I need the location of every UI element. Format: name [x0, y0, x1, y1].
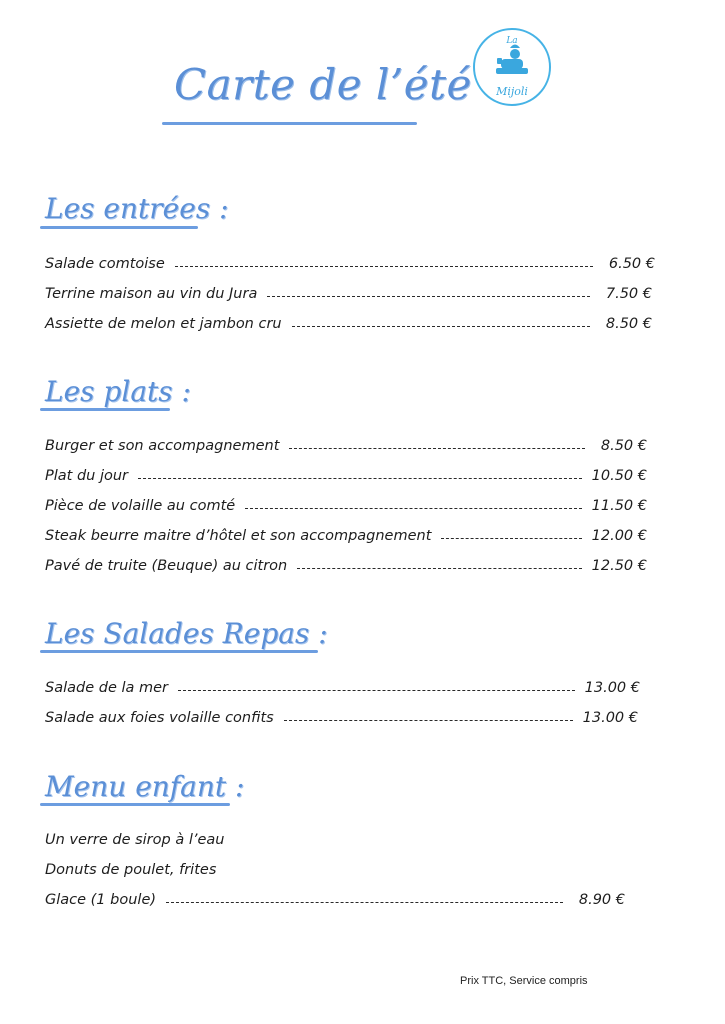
item-label: Assiette de melon et jambon cru [45, 316, 282, 332]
section-underline-enfant [40, 803, 230, 806]
item-label: Glace (1 boule) [45, 892, 157, 908]
leader-dots [441, 538, 581, 539]
section-title-entrees: Les entrées : [45, 192, 229, 225]
item-label: Salade de la mer [45, 680, 169, 696]
item-label: Donuts de poulet, frites [45, 862, 217, 878]
leader-dots [292, 326, 590, 327]
leader-dots [289, 448, 585, 449]
menu-item [45, 553, 647, 579]
section-underline-plats [40, 408, 170, 411]
menu-item [45, 311, 652, 337]
item-label: Un verre de sirop à l’eau [45, 832, 225, 848]
section-title-enfant: Menu enfant : [45, 770, 245, 803]
item-label: Salade comtoise [45, 256, 165, 272]
item-price: 13.00 € [582, 710, 638, 726]
section-underline-salades [40, 650, 318, 653]
item-label: Pavé de truite (Beuque) au citron [45, 558, 288, 574]
menu-item [45, 887, 625, 913]
logo-text-bottom: Mijoli [496, 85, 528, 98]
item-price: 12.50 € [591, 558, 647, 574]
menu-item [45, 675, 640, 701]
item-price: 7.50 € [605, 286, 652, 302]
page-title: Carte de l’été [174, 60, 472, 109]
title-underline [162, 122, 417, 125]
menu-item [45, 463, 647, 489]
leader-dots [138, 478, 582, 479]
leader-dots [245, 508, 581, 509]
item-label: Plat du jour [45, 468, 129, 484]
item-price: 13.00 € [584, 680, 640, 696]
leader-dots [178, 690, 575, 691]
item-label: Pièce de volaille au comté [45, 498, 236, 514]
logo-text-top: La [506, 36, 518, 46]
item-price: 12.00 € [591, 528, 647, 544]
leader-dots [297, 568, 581, 569]
item-price: 8.50 € [605, 316, 652, 332]
section-underline-entrees [40, 226, 198, 229]
section-title-plats: Les plats : [45, 375, 191, 408]
item-label: Burger et son accompagnement [45, 438, 280, 454]
item-price: 6.50 € [608, 256, 655, 272]
item-label: Terrine maison au vin du Jura [45, 286, 258, 302]
section-title-salades: Les Salades Repas : [45, 617, 328, 650]
footer-note: Prix TTC, Service compris [460, 975, 588, 987]
menu-item [45, 705, 638, 731]
item-label: Salade aux foies volaille confits [45, 710, 274, 726]
item-label: Steak beurre maitre d’hôtel et son accompagnement [45, 528, 432, 544]
item-price: 10.50 € [591, 468, 647, 484]
leader-dots [284, 720, 573, 721]
restaurant-logo [473, 28, 551, 106]
menu-item [45, 281, 652, 307]
menu-item [45, 493, 647, 519]
menu-item [45, 251, 655, 277]
menu-item [45, 827, 224, 853]
leader-dots [166, 902, 563, 903]
leader-dots [175, 266, 593, 267]
item-price: 8.50 € [600, 438, 647, 454]
menu-item [45, 433, 647, 459]
leader-dots [267, 296, 590, 297]
menu-item [45, 857, 216, 883]
item-price: 8.90 € [578, 892, 625, 908]
item-price: 11.50 € [591, 498, 647, 514]
menu-item [45, 523, 647, 549]
